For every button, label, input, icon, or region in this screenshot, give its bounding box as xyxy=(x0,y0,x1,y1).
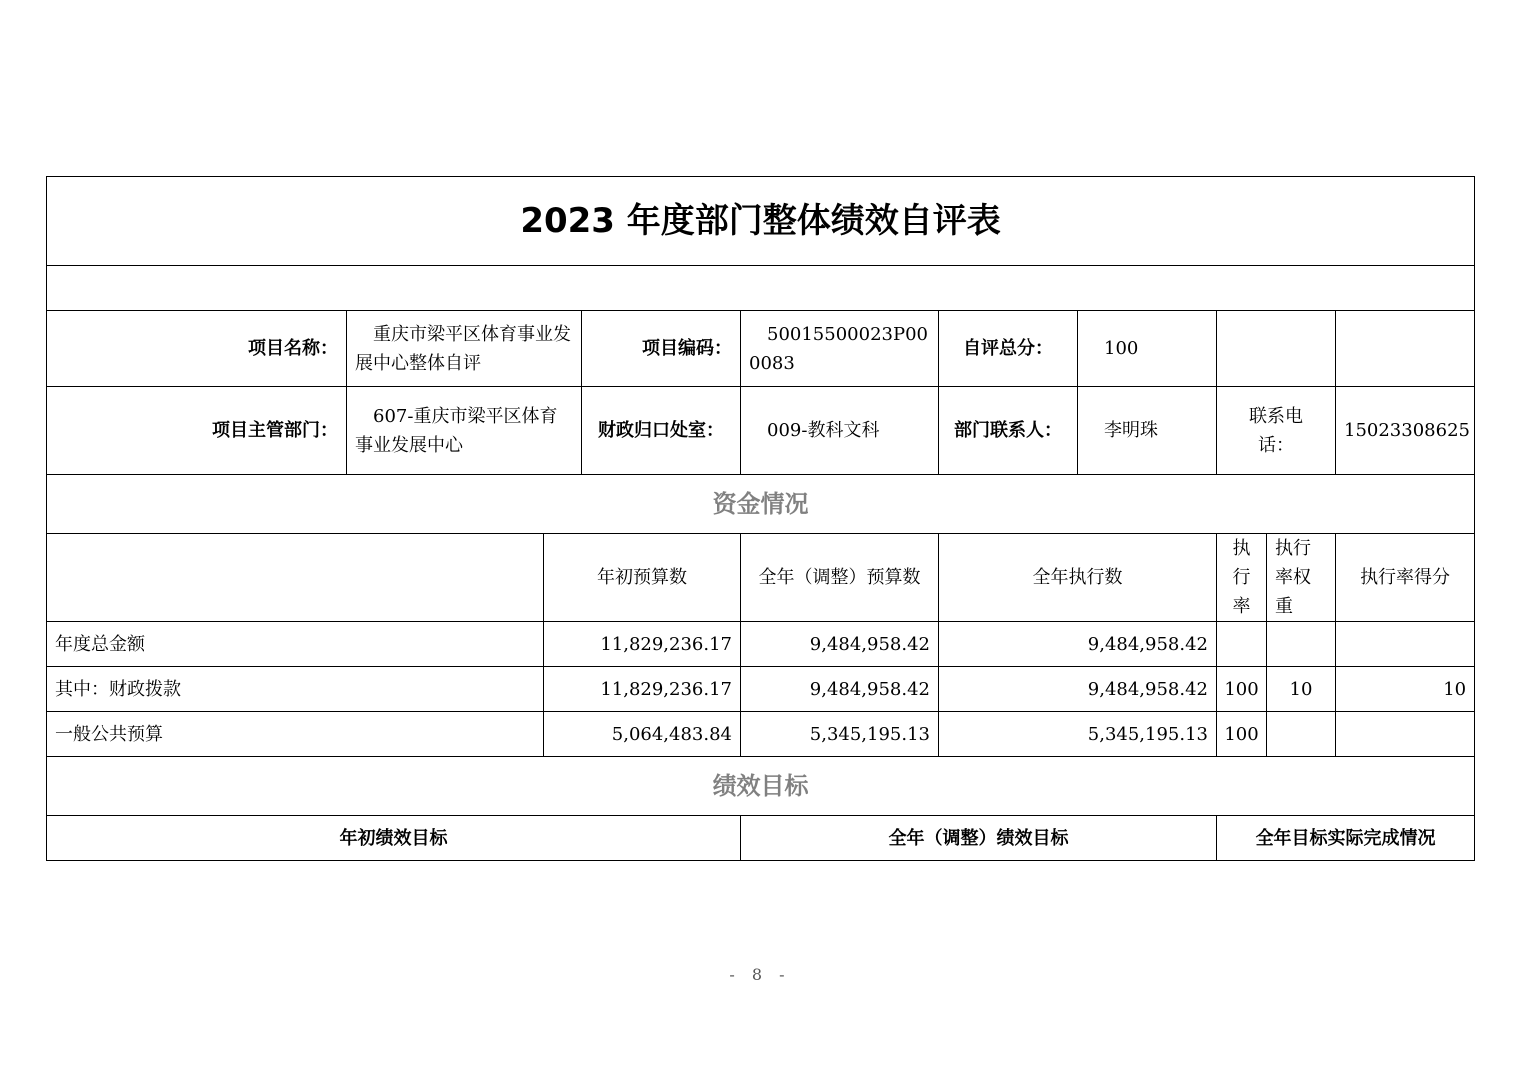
contact-label: 部门联系人： xyxy=(939,387,1078,475)
empty-header-cell xyxy=(47,534,544,622)
project-name-label: 项目名称： xyxy=(47,311,347,387)
adjusted-value: 5,345,195.13 xyxy=(741,712,939,757)
weight-value: 10 xyxy=(1267,667,1336,712)
funds-section-title: 资金情况 xyxy=(47,475,1475,534)
goals-section-title: 绩效目标 xyxy=(47,757,1475,816)
funds-header-row xyxy=(47,534,1475,622)
initial-value: 5,064,483.84 xyxy=(544,712,741,757)
info-row-2 xyxy=(47,387,1475,475)
score-value: 10 xyxy=(1336,667,1475,712)
rate-value xyxy=(1217,622,1267,667)
executed-header: 全年执行数 xyxy=(939,534,1217,622)
exec-weight-header: 执行率权重 xyxy=(1267,534,1336,622)
goals-actual-header: 全年目标实际完成情况 xyxy=(1217,816,1475,861)
project-code-value: 50015500023P000083 xyxy=(741,311,939,387)
empty-cell xyxy=(1336,311,1475,387)
score-value xyxy=(1336,622,1475,667)
phone-value: 15023308625 xyxy=(1336,387,1475,475)
dept-value: 607-重庆市梁平区体育事业发展中心 xyxy=(347,387,582,475)
weight-value xyxy=(1267,712,1336,757)
exec-rate-header: 执行率 xyxy=(1217,534,1267,622)
project-name-value: 重庆市梁平区体育事业发展中心整体自评 xyxy=(347,311,582,387)
row-label: 一般公共预算 xyxy=(47,712,544,757)
row-label: 其中：财政拨款 xyxy=(47,667,544,712)
info-row-1 xyxy=(47,311,1475,387)
blank-row xyxy=(47,266,1475,311)
goals-initial-header: 年初绩效目标 xyxy=(47,816,741,861)
executed-value: 9,484,958.42 xyxy=(939,667,1217,712)
executed-value: 9,484,958.42 xyxy=(939,622,1217,667)
project-code-label: 项目编码： xyxy=(582,311,741,387)
table-row xyxy=(47,667,1475,712)
performance-table-frame xyxy=(46,176,1474,861)
self-score-label: 自评总分： xyxy=(939,311,1078,387)
finance-office-label: 财政归口处室： xyxy=(582,387,741,475)
adjusted-value: 9,484,958.42 xyxy=(741,622,939,667)
executed-value: 5,345,195.13 xyxy=(939,712,1217,757)
row-label: 年度总金额 xyxy=(47,622,544,667)
score-value xyxy=(1336,712,1475,757)
table-row xyxy=(47,622,1475,667)
phone-label: 联系电话： xyxy=(1217,387,1336,475)
goals-adjusted-header: 全年（调整）绩效目标 xyxy=(741,816,1217,861)
self-score-value: 100 xyxy=(1078,311,1217,387)
dept-label: 项目主管部门： xyxy=(47,387,347,475)
performance-table xyxy=(46,176,1475,861)
initial-value: 11,829,236.17 xyxy=(544,667,741,712)
adjusted-budget-header: 全年（调整）预算数 xyxy=(741,534,939,622)
rate-value: 100 xyxy=(1217,712,1267,757)
empty-cell xyxy=(1217,311,1336,387)
initial-budget-header: 年初预算数 xyxy=(544,534,741,622)
exec-score-header: 执行率得分 xyxy=(1336,534,1475,622)
table-title: 2023 年度部门整体绩效自评表 xyxy=(47,177,1475,266)
finance-office-value: 009-教科文科 xyxy=(741,387,939,475)
goals-header-row xyxy=(47,816,1475,861)
weight-value xyxy=(1267,622,1336,667)
rate-value: 100 xyxy=(1217,667,1267,712)
table-row xyxy=(47,712,1475,757)
adjusted-value: 9,484,958.42 xyxy=(741,667,939,712)
contact-value: 李明珠 xyxy=(1078,387,1217,475)
page-number: - 8 - xyxy=(729,965,791,984)
initial-value: 11,829,236.17 xyxy=(544,622,741,667)
